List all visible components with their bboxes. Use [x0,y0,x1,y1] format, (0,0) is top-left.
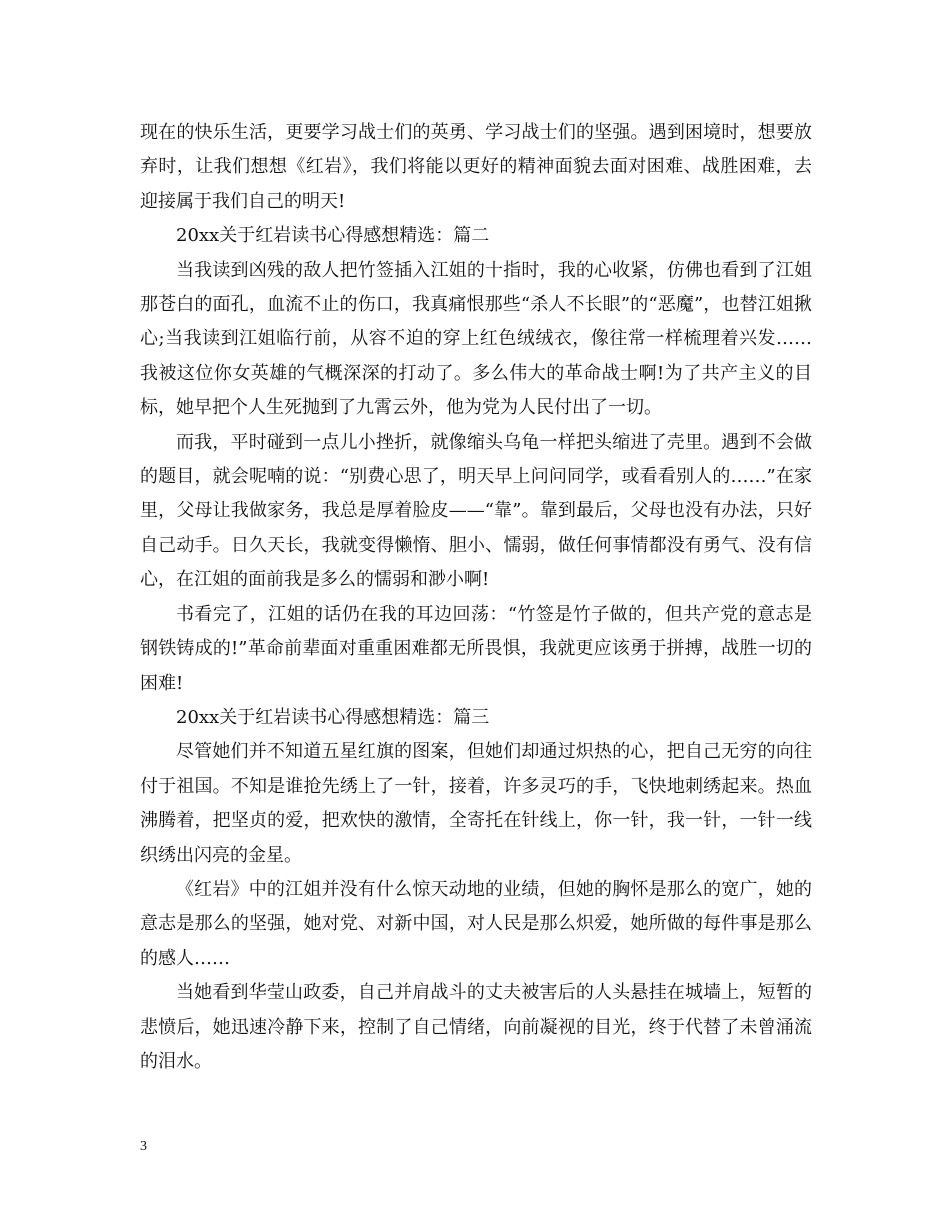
paragraph: 书看完了，江姐的话仍在我的耳边回荡：“竹签是竹子做的，但共产党的意志是钢铁铸成的!”革命前辈面对重重困难都无所畏惧，我就更应该勇于拼搏，战胜一切的困难! [140,603,812,694]
document-body [140,116,812,1079]
paragraph-continued: 现在的快乐生活，更要学习战士们的英勇、学习战士们的坚强。遇到困境时，想要放弃时，让我们想想《红岩》，我们将能以更好的精神面貌去面对困难、战胜困难，去迎接属于我们自己的明天! [140,122,812,212]
page-number: 3 [140,1139,147,1154]
section-heading-part-three: 20xx关于红岩读书心得感想精选：篇三 [176,706,490,728]
paragraph: 而我，平时碰到一点儿小挫折，就像缩头乌龟一样把头缩进了壳里。遇到不会做的题目，就会呢喃的说：“别费心思了，明天早上问问同学，或看看别人的……”在家里，父母让我做家务，我总是厚着脸皮——“靠”。靠到最后，父母也没有办法，只好自己动手。日久天长，我就变得懒惰、胆小、懦弱，做任何事情都没有勇气、没有信心，在江姐的面前我是多么的懦弱和渺小啊! [140,431,812,591]
paragraph: 《红岩》中的江姐并没有什么惊天动地的业绩，但她的胸怀是那么的宽广，她的意志是那么的坚强，她对党、对新中国，对人民是那么炽爱，她所做的每件事是那么的感人…… [140,878,812,969]
paragraph: 尽管她们并不知道五星红旗的图案，但她们却通过炽热的心，把自己无穷的向往付于祖国。不知是谁抢先绣上了一针，接着，许多灵巧的手，飞快地刺绣起来。热血沸腾着，把坚贞的爱，把欢快的激情，全寄托在针线上，你一针，我一针，一针一线织绣出闪亮的金星。 [140,741,812,866]
section-heading-part-two: 20xx关于红岩读书心得感想精选：篇二 [176,225,490,247]
paragraph: 当她看到华莹山政委，自己并肩战斗的丈夫被害后的人头悬挂在城墙上，短暂的悲愤后，她迅速冷静下来，控制了自己情绪，向前凝视的目光，终于代替了未曾涌流的泪水。 [140,982,812,1072]
paragraph: 当我读到凶残的敌人把竹签插入江姐的十指时，我的心收紧，仿佛也看到了江姐那苍白的面孔，血流不止的伤口，我真痛恨那些“杀人不长眼”的“恶魔”，也替江姐揪心;当我读到江姐临行前，从容不迫的穿上红色绒绒衣，像往常一样梳理着兴发……我被这位你女英雄的气概深深的打动了。多么伟大的革命战士啊!为了共产主义的目标，她早把个人生死抛到了九霄云外，他为党为人民付出了一切。 [140,259,812,419]
